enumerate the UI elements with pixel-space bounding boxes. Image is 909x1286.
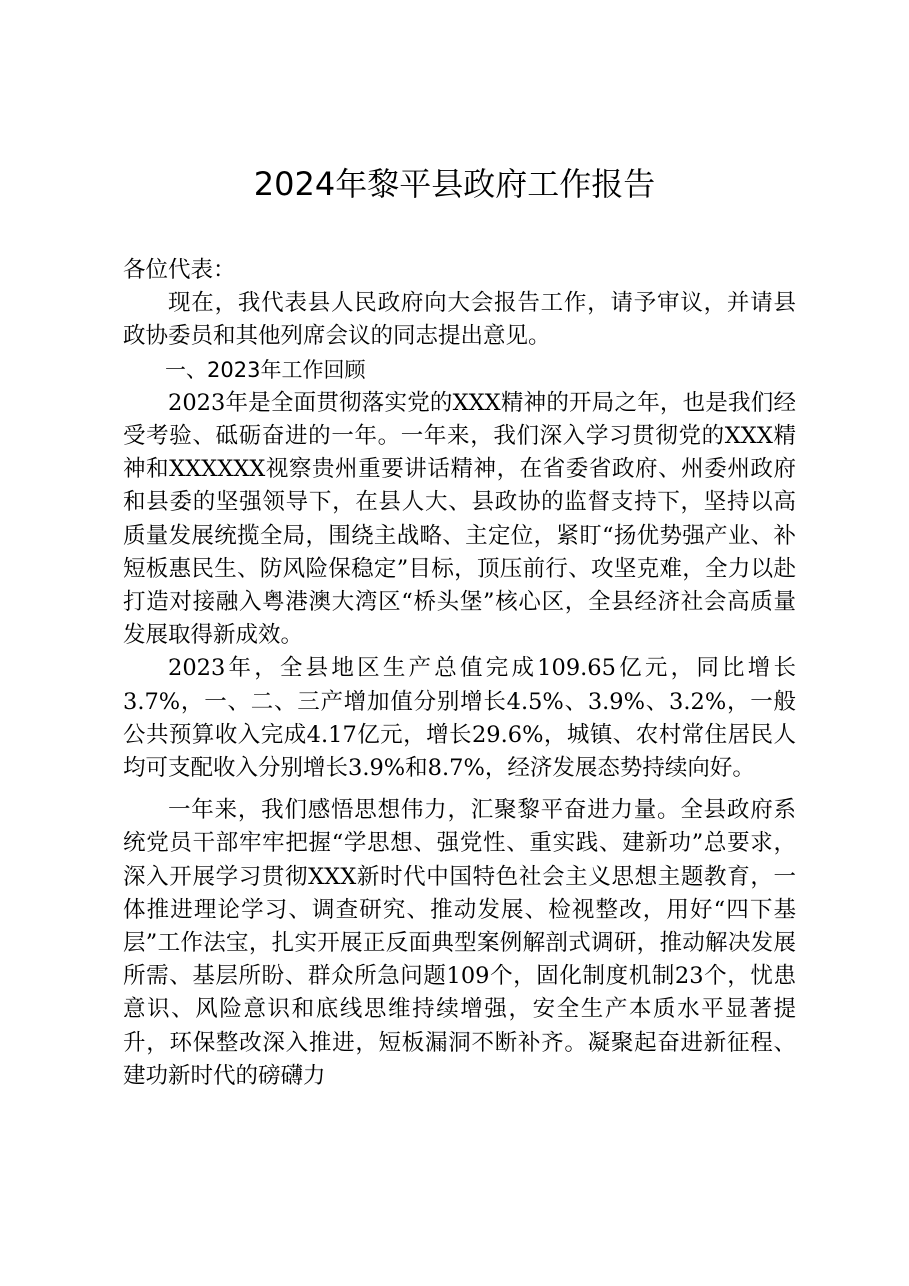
intro-paragraph: 现在，我代表县人民政府向大会报告工作，请予审议，并请县政协委员和其他列席会议的同志提出意见。 xyxy=(123,290,796,350)
salutation: 各位代表： xyxy=(123,257,236,283)
body-paragraph-3: 一年来，我们感悟思想伟力，汇聚黎平奋进力量。全县政府系统党员干部牢牢把握“学思想、强党性、重实践、建新功”总要求，深入开展学习贯彻XXX新时代中国特色社会主义思想主题教育，一体推进理论学习、调查研究、推动发展、检视整改，用好“四下基层”工作法宝，扎实开展正反面典型案例解剖式调研，推动解决发展所需、基层所盼、群众所急问题109个，固化制度机制23个，忧患意识、风险意识和底线思维持续增强，安全生产本质水平显著提升，环保整改深入推进，短板漏洞不断补齐。凝聚起奋进新征程、建功新时代的磅礴力 xyxy=(123,797,796,1089)
body-paragraph-1: 2023年是全面贯彻落实党的XXX精神的开局之年，也是我们经受考验、砥砺奋进的一年。一年来，我们深入学习贯彻党的XXX精神和XXXXXX视察贵州重要讲话精神，在省委省政府、州委州政府和县委的坚强领导下，在县人大、县政协的监督支持下，坚持以高质量发展统揽全局，围绕主战略、主定位，紧盯“扬优势强产业、补短板惠民生、防风险保稳定”目标，顶压前行、攻坚克难，全力以赴打造对接融入粤港澳大湾区“桥头堡”核心区，全县经济社会高质量发展取得新成效。 xyxy=(123,389,796,649)
body-paragraph-2: 2023年，全县地区生产总值完成109.65亿元，同比增长3.7%，一、二、三产增加值分别增长4.5%、3.9%、3.2%，一般公共预算收入完成4.17亿元，增长29.6%，城镇、农村常住居民人均可支配收入分别增长3.9%和8.7%，经济发展态势持续向好。 xyxy=(123,655,796,782)
document-title: 2024年黎平县政府工作报告 xyxy=(253,165,656,203)
section-heading: 一、2023年工作回顾 xyxy=(165,357,366,382)
document-body xyxy=(123,254,796,1093)
